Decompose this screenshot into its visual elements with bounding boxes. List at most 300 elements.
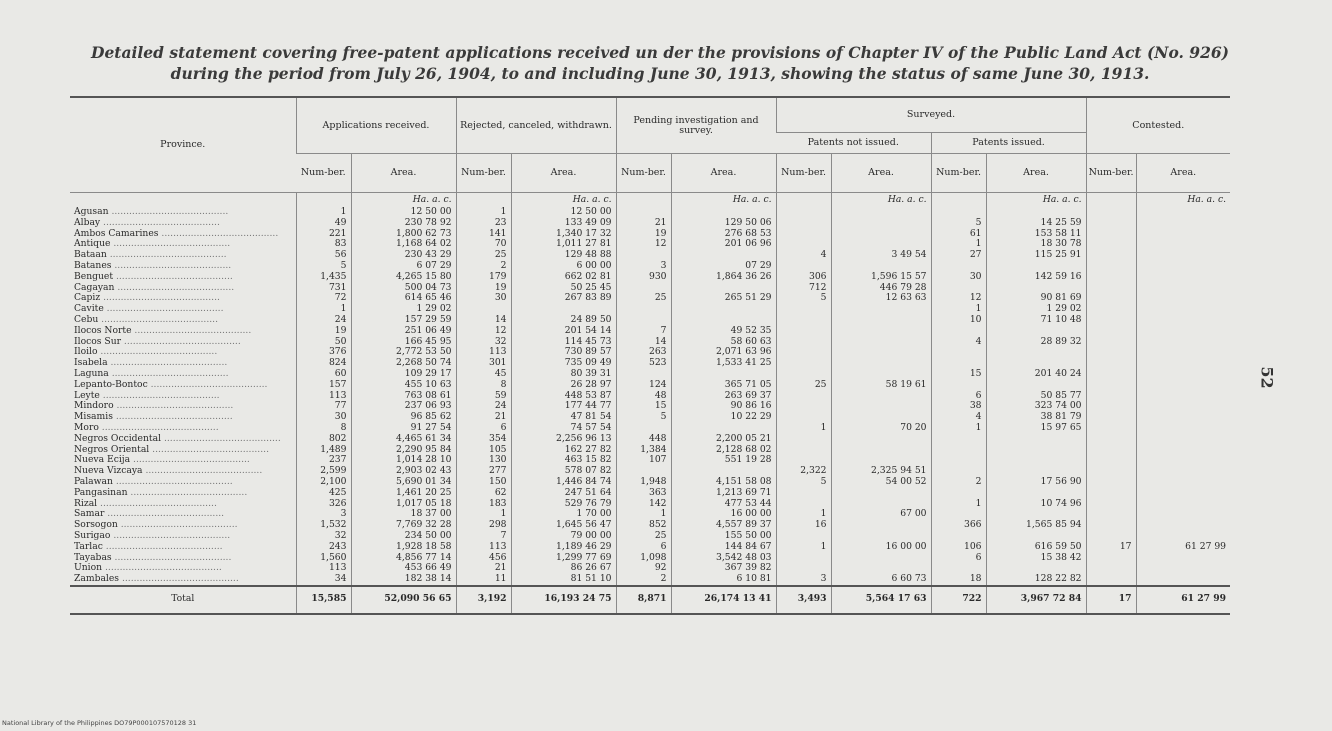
number-cell xyxy=(776,412,831,423)
province-name: Palawan ..... xyxy=(70,477,296,488)
area-cell xyxy=(831,315,931,326)
table-row xyxy=(70,563,1230,574)
area-cell xyxy=(831,499,931,510)
area-cell xyxy=(986,455,1086,466)
table-row xyxy=(70,412,1230,423)
number-cell: 8 xyxy=(456,380,511,391)
province-name: Bataan ..... xyxy=(70,250,296,261)
province-name: Ambos Camarines ..... xyxy=(70,229,296,240)
area-cell: 58 19 61 xyxy=(831,380,931,391)
number-header: Num-ber. xyxy=(616,154,671,193)
number-cell: 11 xyxy=(456,574,511,586)
area-cell: 551 19 28 xyxy=(671,455,776,466)
area-cell xyxy=(1136,261,1230,272)
number-cell: 19 xyxy=(616,229,671,240)
number-cell: 277 xyxy=(456,466,511,477)
area-cell xyxy=(1136,358,1230,369)
area-cell xyxy=(1136,218,1230,229)
area-cell xyxy=(986,283,1086,294)
number-cell xyxy=(1086,207,1136,218)
area-cell xyxy=(671,369,776,380)
table-row xyxy=(70,369,1230,380)
number-cell xyxy=(1086,218,1136,229)
table-row xyxy=(70,337,1230,348)
table-row xyxy=(70,553,1230,564)
area-cell: 763 08 61 xyxy=(351,391,456,402)
number-cell xyxy=(1086,391,1136,402)
area-cell: 86 26 67 xyxy=(511,563,616,574)
area-cell: 50 25 45 xyxy=(511,283,616,294)
number-cell: 1,098 xyxy=(616,553,671,564)
number-cell xyxy=(1086,358,1136,369)
area-cell xyxy=(831,337,931,348)
number-cell xyxy=(931,531,986,542)
number-cell: 8 xyxy=(296,423,351,434)
area-cell xyxy=(1136,401,1230,412)
number-cell: 2,100 xyxy=(296,477,351,488)
area-header: Area. xyxy=(511,154,616,193)
number-cell xyxy=(1086,499,1136,510)
area-cell xyxy=(1136,369,1230,380)
area-cell: 18 30 78 xyxy=(986,239,1086,250)
area-cell xyxy=(1136,229,1230,240)
area-cell xyxy=(831,218,931,229)
number-cell: 38 xyxy=(931,401,986,412)
area-cell: 1,928 18 58 xyxy=(351,542,456,553)
number-cell xyxy=(776,358,831,369)
number-cell: 4 xyxy=(931,412,986,423)
number-cell: 183 xyxy=(456,499,511,510)
number-header: Num-ber. xyxy=(456,154,511,193)
number-cell: 326 xyxy=(296,499,351,510)
number-cell: 113 xyxy=(456,542,511,553)
area-cell: 2,325 94 51 xyxy=(831,466,931,477)
number-cell xyxy=(1086,445,1136,456)
area-cell: 52,090 56 65 xyxy=(351,586,456,614)
area-cell: 323 74 00 xyxy=(986,401,1086,412)
table-row xyxy=(70,401,1230,412)
area-cell: 162 27 82 xyxy=(511,445,616,456)
area-cell xyxy=(1136,455,1230,466)
area-cell: 129 48 88 xyxy=(511,250,616,261)
area-cell xyxy=(1136,283,1230,294)
area-cell xyxy=(1136,337,1230,348)
area-cell: 114 45 73 xyxy=(511,337,616,348)
province-name: Benguet ..... xyxy=(70,272,296,283)
number-cell xyxy=(776,434,831,445)
number-cell xyxy=(1086,315,1136,326)
area-cell: 267 83 89 xyxy=(511,293,616,304)
area-cell xyxy=(831,412,931,423)
number-cell: 298 xyxy=(456,520,511,531)
number-cell: 5 xyxy=(616,412,671,423)
area-cell: 1,533 41 25 xyxy=(671,358,776,369)
area-cell: 237 06 93 xyxy=(351,401,456,412)
area-cell: 2,128 68 02 xyxy=(671,445,776,456)
number-cell: 824 xyxy=(296,358,351,369)
number-cell xyxy=(776,337,831,348)
area-cell xyxy=(1136,520,1230,531)
number-cell: 1 xyxy=(931,499,986,510)
number-cell: 60 xyxy=(296,369,351,380)
number-cell: 56 xyxy=(296,250,351,261)
area-cell: 1 29 02 xyxy=(986,304,1086,315)
number-cell: 2 xyxy=(616,574,671,586)
number-cell: 802 xyxy=(296,434,351,445)
area-cell xyxy=(1136,563,1230,574)
number-cell xyxy=(931,347,986,358)
area-cell: 24 89 50 xyxy=(511,315,616,326)
table-row xyxy=(70,261,1230,272)
area-cell: 1 29 02 xyxy=(351,304,456,315)
area-cell: 3,967 72 84 xyxy=(986,586,1086,614)
number-cell xyxy=(1086,455,1136,466)
area-cell: 463 15 82 xyxy=(511,455,616,466)
area-cell xyxy=(831,434,931,445)
number-cell: 18 xyxy=(931,574,986,586)
number-cell: 14 xyxy=(456,315,511,326)
table-row xyxy=(70,218,1230,229)
table-row xyxy=(70,347,1230,358)
area-cell xyxy=(986,207,1086,218)
number-cell: 92 xyxy=(616,563,671,574)
area-cell: 182 38 14 xyxy=(351,574,456,586)
area-cell xyxy=(1136,347,1230,358)
number-cell: 2,322 xyxy=(776,466,831,477)
area-cell: 1,446 84 74 xyxy=(511,477,616,488)
number-cell: 1 xyxy=(776,542,831,553)
number-cell: 306 xyxy=(776,272,831,283)
area-cell xyxy=(1136,553,1230,564)
area-cell xyxy=(1136,250,1230,261)
table-row xyxy=(70,229,1230,240)
number-cell: 15,585 xyxy=(296,586,351,614)
number-cell: 12 xyxy=(456,326,511,337)
area-cell: 15 97 65 xyxy=(986,423,1086,434)
number-cell: 4 xyxy=(931,337,986,348)
number-cell: 30 xyxy=(931,272,986,283)
number-cell: 130 xyxy=(456,455,511,466)
area-cell xyxy=(671,250,776,261)
area-cell: 12 50 00 xyxy=(511,207,616,218)
number-cell xyxy=(931,466,986,477)
area-cell: 16 00 00 xyxy=(831,542,931,553)
area-cell xyxy=(831,239,931,250)
number-cell: 852 xyxy=(616,520,671,531)
area-cell: 5,690 01 34 xyxy=(351,477,456,488)
area-cell: 1,645 56 47 xyxy=(511,520,616,531)
number-cell: 3 xyxy=(296,509,351,520)
number-cell xyxy=(1086,239,1136,250)
area-cell: 4,557 89 37 xyxy=(671,520,776,531)
number-cell xyxy=(931,455,986,466)
area-cell: 578 07 82 xyxy=(511,466,616,477)
number-cell xyxy=(931,283,986,294)
table-row xyxy=(70,423,1230,434)
area-cell: 1,017 05 18 xyxy=(351,499,456,510)
number-cell: 1,435 xyxy=(296,272,351,283)
number-cell: 6 xyxy=(616,542,671,553)
area-cell: 500 04 73 xyxy=(351,283,456,294)
number-cell: 113 xyxy=(296,563,351,574)
table-body xyxy=(70,193,1230,614)
province-header: Province. xyxy=(70,97,296,193)
number-cell: 113 xyxy=(296,391,351,402)
area-cell xyxy=(671,423,776,434)
area-cell: 1,213 69 71 xyxy=(671,488,776,499)
number-cell: 15 xyxy=(931,369,986,380)
number-cell xyxy=(1086,574,1136,586)
area-cell xyxy=(831,261,931,272)
number-cell: 105 xyxy=(456,445,511,456)
area-cell: 49 52 35 xyxy=(671,326,776,337)
table-row xyxy=(70,520,1230,531)
number-cell: 14 xyxy=(616,337,671,348)
area-cell xyxy=(831,445,931,456)
table-row xyxy=(70,272,1230,283)
number-cell: 32 xyxy=(296,531,351,542)
area-cell: 90 86 16 xyxy=(671,401,776,412)
area-cell: 1,168 64 02 xyxy=(351,239,456,250)
number-cell: 376 xyxy=(296,347,351,358)
number-cell xyxy=(776,488,831,499)
province-name: Negros Oriental ..... xyxy=(70,445,296,456)
area-cell xyxy=(986,466,1086,477)
area-cell xyxy=(671,315,776,326)
number-cell: 221 xyxy=(296,229,351,240)
number-cell: 83 xyxy=(296,239,351,250)
area-cell: 201 06 96 xyxy=(671,239,776,250)
province-name: Negros Occidental ..... xyxy=(70,434,296,445)
area-cell: 90 81 69 xyxy=(986,293,1086,304)
table-row xyxy=(70,380,1230,391)
number-cell: 1 xyxy=(776,423,831,434)
total-row xyxy=(70,586,1230,614)
province-name: Isabela ..... xyxy=(70,358,296,369)
number-cell: 21 xyxy=(456,412,511,423)
area-cell: 1,864 36 26 xyxy=(671,272,776,283)
number-cell xyxy=(776,315,831,326)
number-cell xyxy=(931,358,986,369)
number-cell: 25 xyxy=(456,250,511,261)
area-cell xyxy=(831,229,931,240)
number-cell xyxy=(1086,250,1136,261)
number-cell xyxy=(776,455,831,466)
number-cell: 157 xyxy=(296,380,351,391)
units-row xyxy=(70,193,1230,208)
area-cell: 67 00 xyxy=(831,509,931,520)
area-unit-label: Ha. a. c. xyxy=(351,193,456,208)
area-cell: 5,564 17 63 xyxy=(831,586,931,614)
area-cell xyxy=(1136,574,1230,586)
number-cell: 930 xyxy=(616,272,671,283)
area-cell: 26 28 97 xyxy=(511,380,616,391)
area-cell xyxy=(1136,272,1230,283)
table-row xyxy=(70,304,1230,315)
patents-not-issued-header: Patents not issued. xyxy=(776,133,931,154)
area-cell: 251 06 49 xyxy=(351,326,456,337)
area-cell xyxy=(1136,380,1230,391)
number-cell: 150 xyxy=(456,477,511,488)
province-name: Lepanto-Bontoc ..... xyxy=(70,380,296,391)
number-cell xyxy=(776,261,831,272)
area-unit-label: Ha. a. c. xyxy=(986,193,1086,208)
table-row xyxy=(70,239,1230,250)
province-name: Albay ..... xyxy=(70,218,296,229)
number-cell: 59 xyxy=(456,391,511,402)
area-cell xyxy=(986,488,1086,499)
number-cell xyxy=(931,326,986,337)
area-cell: 115 25 91 xyxy=(986,250,1086,261)
province-name: Pangasinan ..... xyxy=(70,488,296,499)
area-cell xyxy=(1136,315,1230,326)
number-cell: 77 xyxy=(296,401,351,412)
area-cell xyxy=(831,401,931,412)
area-cell: 616 59 50 xyxy=(986,542,1086,553)
number-cell: 12 xyxy=(931,293,986,304)
area-cell: 10 22 29 xyxy=(671,412,776,423)
number-cell xyxy=(1086,347,1136,358)
area-cell: 81 51 10 xyxy=(511,574,616,586)
page-title: Detailed statement covering free-patent applications received un der the provisions of Chapter IV of the Public Land Act (No. 926) during the period from July 26, 1904, to and including June 30, 1913, showing the status of same June 30, 1913. xyxy=(91,43,1229,83)
area-cell xyxy=(1136,445,1230,456)
table-row xyxy=(70,466,1230,477)
number-cell xyxy=(1086,434,1136,445)
footer-credit: National Library of the Philippines DO79P000107570128 31 xyxy=(2,719,197,727)
number-cell xyxy=(616,250,671,261)
total-label: Total xyxy=(70,586,296,614)
area-unit-label: Ha. a. c. xyxy=(1136,193,1230,208)
area-cell: 58 60 63 xyxy=(671,337,776,348)
area-cell: 91 27 54 xyxy=(351,423,456,434)
number-cell: 1,948 xyxy=(616,477,671,488)
number-cell: 2 xyxy=(931,477,986,488)
area-cell xyxy=(831,391,931,402)
area-cell: 16,193 24 75 xyxy=(511,586,616,614)
area-cell: 61 27 99 xyxy=(1136,586,1230,614)
area-cell: 2,071 63 96 xyxy=(671,347,776,358)
area-cell: 71 10 48 xyxy=(986,315,1086,326)
number-cell: 32 xyxy=(456,337,511,348)
number-cell: 21 xyxy=(456,563,511,574)
area-cell xyxy=(671,466,776,477)
province-name: Antique ..... xyxy=(70,239,296,250)
area-cell xyxy=(671,283,776,294)
area-cell: 230 78 92 xyxy=(351,218,456,229)
number-cell xyxy=(776,239,831,250)
area-cell: 614 65 46 xyxy=(351,293,456,304)
number-cell xyxy=(616,304,671,315)
number-cell xyxy=(1086,466,1136,477)
province-name: Laguna ..... xyxy=(70,369,296,380)
area-cell: 662 02 81 xyxy=(511,272,616,283)
number-cell: 45 xyxy=(456,369,511,380)
table-row xyxy=(70,499,1230,510)
area-cell: 4,465 61 34 xyxy=(351,434,456,445)
area-cell: 18 37 00 xyxy=(351,509,456,520)
number-cell xyxy=(931,509,986,520)
area-cell xyxy=(671,304,776,315)
table-row xyxy=(70,445,1230,456)
number-cell: 237 xyxy=(296,455,351,466)
area-cell: 2,268 50 74 xyxy=(351,358,456,369)
number-cell: 50 xyxy=(296,337,351,348)
area-cell xyxy=(831,326,931,337)
area-cell: 529 76 79 xyxy=(511,499,616,510)
area-cell xyxy=(831,347,931,358)
number-cell xyxy=(776,445,831,456)
area-cell: 177 44 77 xyxy=(511,401,616,412)
free-patent-table xyxy=(70,96,1230,615)
area-cell: 70 20 xyxy=(831,423,931,434)
number-cell: 1 xyxy=(616,509,671,520)
area-cell xyxy=(1136,239,1230,250)
number-cell: 1 xyxy=(456,509,511,520)
number-cell: 363 xyxy=(616,488,671,499)
number-cell xyxy=(616,207,671,218)
province-name: Tarlac ..... xyxy=(70,542,296,553)
number-cell: 263 xyxy=(616,347,671,358)
area-cell xyxy=(986,531,1086,542)
number-cell: 712 xyxy=(776,283,831,294)
area-cell: 276 68 53 xyxy=(671,229,776,240)
number-cell: 301 xyxy=(456,358,511,369)
number-cell xyxy=(1086,423,1136,434)
area-cell xyxy=(1136,509,1230,520)
province-name: Nueva Ecija ..... xyxy=(70,455,296,466)
number-cell: 25 xyxy=(776,380,831,391)
area-cell: 448 53 87 xyxy=(511,391,616,402)
province-name: Cebu ..... xyxy=(70,315,296,326)
area-cell: 201 54 14 xyxy=(511,326,616,337)
number-cell: 15 xyxy=(616,401,671,412)
number-cell xyxy=(931,380,986,391)
area-cell: 96 85 62 xyxy=(351,412,456,423)
area-unit-label: Ha. a. c. xyxy=(511,193,616,208)
area-cell: 142 59 16 xyxy=(986,272,1086,283)
table-row xyxy=(70,531,1230,542)
area-cell: 3 49 54 xyxy=(831,250,931,261)
number-cell: 1 xyxy=(456,207,511,218)
area-cell: 2,772 53 50 xyxy=(351,347,456,358)
number-cell: 17 xyxy=(1086,586,1136,614)
area-cell xyxy=(1136,466,1230,477)
number-cell: 1 xyxy=(931,304,986,315)
area-cell xyxy=(831,455,931,466)
number-cell: 124 xyxy=(616,380,671,391)
number-cell: 1 xyxy=(931,239,986,250)
number-cell: 2,599 xyxy=(296,466,351,477)
area-cell: 133 49 09 xyxy=(511,218,616,229)
area-unit-label: Ha. a. c. xyxy=(831,193,931,208)
area-cell: 446 79 28 xyxy=(831,283,931,294)
area-cell: 6 07 29 xyxy=(351,261,456,272)
area-cell xyxy=(1136,304,1230,315)
number-cell xyxy=(776,218,831,229)
area-cell: 6 00 00 xyxy=(511,261,616,272)
province-name: Ilocos Sur ..... xyxy=(70,337,296,348)
area-cell: 79 00 00 xyxy=(511,531,616,542)
area-cell: 367 39 82 xyxy=(671,563,776,574)
number-cell: 24 xyxy=(456,401,511,412)
area-cell: 263 69 37 xyxy=(671,391,776,402)
area-cell xyxy=(1136,391,1230,402)
area-cell: 16 00 00 xyxy=(671,509,776,520)
area-cell xyxy=(986,380,1086,391)
number-cell: 19 xyxy=(456,283,511,294)
area-cell: 128 22 82 xyxy=(986,574,1086,586)
area-cell xyxy=(831,553,931,564)
